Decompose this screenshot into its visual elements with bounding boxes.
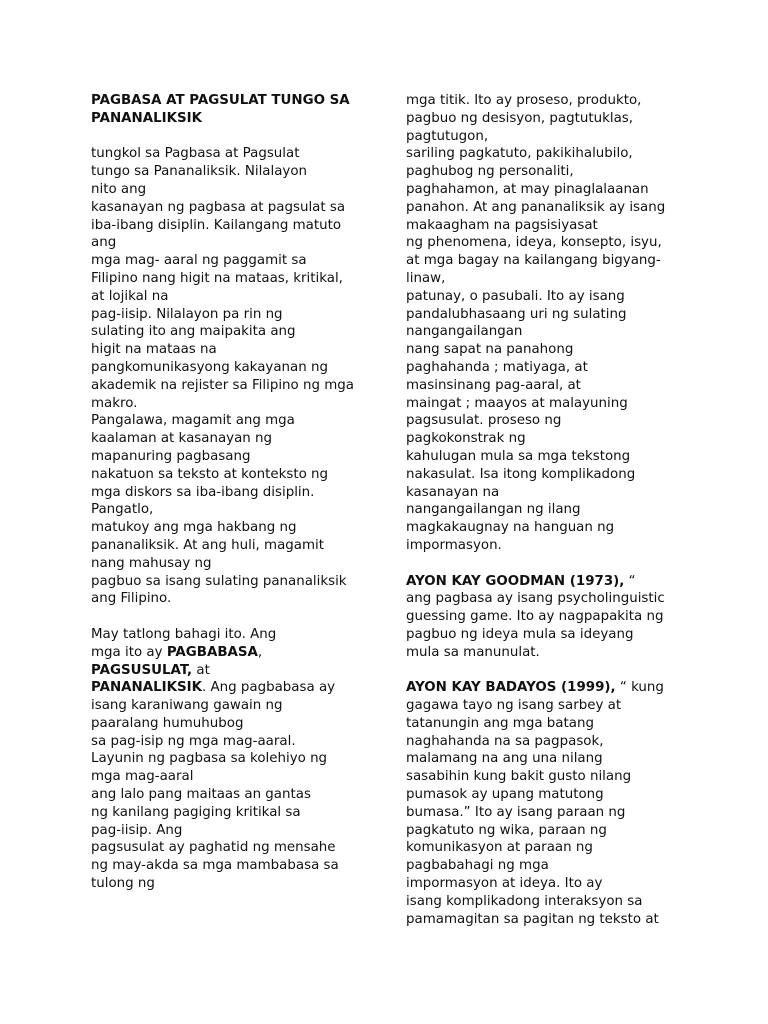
text-line: maingat ; maayos at malayuning <box>406 395 628 411</box>
text-line: nangangailangan ng ilang <box>406 502 581 518</box>
spacer <box>91 608 361 626</box>
text-line: masinsinang pag-aaral, at <box>406 377 581 393</box>
text-line: Pangalawa, magamit ang mga <box>91 413 295 429</box>
text-line <box>91 679 361 697</box>
text-line: ang pagbasa ay isang psycholinguistic <box>406 591 665 607</box>
text-line: at mga bagay na kailangang bigyang- <box>406 253 661 269</box>
bold-heading: AYON KAY GOODMAN (1973), <box>406 573 625 589</box>
text-line: panahon. At ang pananaliksik ay isang <box>406 199 666 215</box>
text-line: akademik na rejister sa Filipino ng mga <box>91 377 354 393</box>
text-line: pagbuo ng ideya mula sa ideyang <box>406 626 634 642</box>
badayos-body <box>406 697 673 928</box>
text-line: pagtutugon, <box>406 128 489 144</box>
text-line: Pangatlo, <box>91 502 154 518</box>
text-line: nangangailangan <box>406 324 523 340</box>
text-line: mga diskors sa iba-ibang disiplin. <box>91 484 315 500</box>
text-line: pandalubhasaang uri ng sulating <box>406 306 627 322</box>
text-line: tatanungin ang mga batang <box>406 715 594 731</box>
text-line: guessing game. Ito ay nagpapakita ng <box>406 609 664 625</box>
text-line: malamang na ang una nilang <box>406 751 603 767</box>
goodman-body <box>406 590 673 661</box>
text-line: pananaliksik. At ang huli, magamit <box>91 537 325 553</box>
spacer <box>406 662 673 680</box>
text-line: pagbabahagi ng mga <box>406 858 549 874</box>
text-line: sasabihin kung bakit gusto nilang <box>406 769 632 785</box>
text-line: isang komplikadong interaksyon sa <box>406 893 643 909</box>
text-line: makaagham na pagsisiyasat <box>406 217 598 233</box>
text-line: nakatuon sa teksto at konteksto ng <box>91 466 329 482</box>
text-line: pagkokonstrak ng <box>406 431 526 447</box>
text-line: paghubog ng personaliti, <box>406 164 574 180</box>
text-span: mga ito ay <box>91 644 167 660</box>
text-line: naghahanda na sa pagpasok, <box>406 733 604 749</box>
bold-term: PANANALIKSIK <box>91 680 202 696</box>
text-line: mga mag-aaral <box>91 769 194 785</box>
text-line: kasanayan ng pagbasa at pagsulat sa <box>91 199 346 215</box>
spacer <box>406 555 673 573</box>
right-column <box>406 92 673 928</box>
text-line: pag-iisip. Nilalayon pa rin ng <box>91 306 283 322</box>
text-line: paghahanda ; matiyaga, at <box>406 359 588 375</box>
text-span: “ kung <box>615 680 664 696</box>
text-line: nakasulat. Isa itong komplikadong <box>406 466 636 482</box>
document-title <box>91 92 361 128</box>
text-span: “ <box>624 573 636 589</box>
text-line: pamamagitan sa pagitan ng teksto at <box>406 911 659 927</box>
text-line: pangkomunikasyong kakayanan ng <box>91 359 328 375</box>
title-line: PANANALIKSIK <box>91 110 202 126</box>
text-line: ng kanilang pagiging kritikal sa <box>91 804 301 820</box>
spacer <box>91 128 361 146</box>
text-line: tulong ng <box>91 876 155 892</box>
text-line: impormasyon at ideya. Ito ay <box>406 876 603 892</box>
text-line: kaalaman at kasanayan ng <box>91 431 273 447</box>
text-line: paaralang humuhubog <box>91 715 244 731</box>
text-line: mga mag- aaral ng paggamit sa <box>91 253 307 269</box>
text-line: isang karaniwang gawain ng <box>91 698 283 714</box>
text-line: pag-iisip. Ang <box>91 822 183 838</box>
intro-paragraph <box>91 145 361 608</box>
text-line: pagsusulat ay paghatid ng mensahe <box>91 840 336 856</box>
text-line: pagsusulat. proseso ng <box>406 413 562 429</box>
text-line: mula sa manunulat. <box>406 644 540 660</box>
text-line <box>406 679 673 697</box>
title-line: PAGBASA AT PAGSULAT TUNGO SA <box>91 93 350 108</box>
text-line: makro. <box>91 395 138 411</box>
text-line: bumasa.” Ito ay isang paraan ng <box>406 804 626 820</box>
text-line: ang <box>91 235 117 251</box>
text-line: iba-ibang disiplin. Kailangang matuto <box>91 217 342 233</box>
text-line: ng may-akda sa mga mambabasa sa <box>91 858 339 874</box>
text-span: at <box>192 662 210 678</box>
text-line: at lojikal na <box>91 288 169 304</box>
continuation-paragraph <box>406 92 673 555</box>
text-line: higit na mataas na <box>91 342 217 358</box>
text-span: , <box>257 644 263 660</box>
text-line: komunikasyon at paraan ng <box>406 840 593 856</box>
bold-term: PAGBABASA <box>166 644 258 660</box>
text-line: ang lalo pang maitaas an gantas <box>91 787 311 803</box>
text-line: kahulugan mula sa mga tekstong <box>406 448 631 464</box>
text-line: patunay, o pasubali. Ito ay isang <box>406 288 625 304</box>
text-line: magkakaugnay na hanguan ng <box>406 520 615 536</box>
parts-paragraph <box>91 626 361 893</box>
left-column <box>91 92 361 893</box>
text-line: ng phenomena, ideya, konsepto, isyu, <box>406 235 662 251</box>
text-line: nang sapat na panahong <box>406 342 574 358</box>
text-line: pagkatuto ng wika, paraan ng <box>406 822 607 838</box>
bold-heading: AYON KAY BADAYOS (1999), <box>406 680 616 696</box>
text-line: tungkol sa Pagbasa at Pagsulat <box>91 146 300 162</box>
text-line: tungo sa Pananaliksik. Nilalayon <box>91 164 308 180</box>
text-line: kasanayan na <box>406 484 500 500</box>
text-line: mapanuring pagbasang <box>91 448 251 464</box>
text-line: matukoy ang mga hakbang ng <box>91 520 297 536</box>
goodman-paragraph <box>406 573 673 662</box>
text-line <box>91 644 361 662</box>
text-line: sa pag-isip ng mga mag-aaral. <box>91 733 296 749</box>
text-line <box>406 573 673 591</box>
text-line: nang mahusay ng <box>91 555 212 571</box>
text-line: linaw, <box>406 270 446 286</box>
text-line: paghahamon, at may pinaglalaanan <box>406 181 649 197</box>
text-line <box>91 662 361 680</box>
text-line: nito ang <box>91 181 147 197</box>
text-line: sulating ito ang maipakita ang <box>91 324 296 340</box>
text-line: pagbuo sa isang sulating pananaliksik <box>91 573 347 589</box>
badayos-paragraph <box>406 679 673 928</box>
text-line: impormasyon. <box>406 537 502 553</box>
text-line: May tatlong bahagi ito. Ang <box>91 626 277 642</box>
text-line: sariling pagkatuto, pakikihalubilo, <box>406 146 633 162</box>
parts-paragraph-body <box>91 697 361 893</box>
text-line: gagawa tayo ng isang sarbey at <box>406 698 622 714</box>
text-line: mga titik. Ito ay proseso, produkto, <box>406 93 642 108</box>
text-line: Filipino nang higit na mataas, kritikal, <box>91 270 343 286</box>
text-span: . Ang pagbabasa ay <box>201 680 336 696</box>
bold-term: PAGSUSULAT, <box>91 662 193 678</box>
text-line: Layunin ng pagbasa sa kolehiyo ng <box>91 751 328 767</box>
text-line: ang Filipino. <box>91 591 172 607</box>
text-line: pagbuo ng desisyon, pagtutuklas, <box>406 110 634 126</box>
text-line: pumasok ay upang matutong <box>406 787 604 803</box>
